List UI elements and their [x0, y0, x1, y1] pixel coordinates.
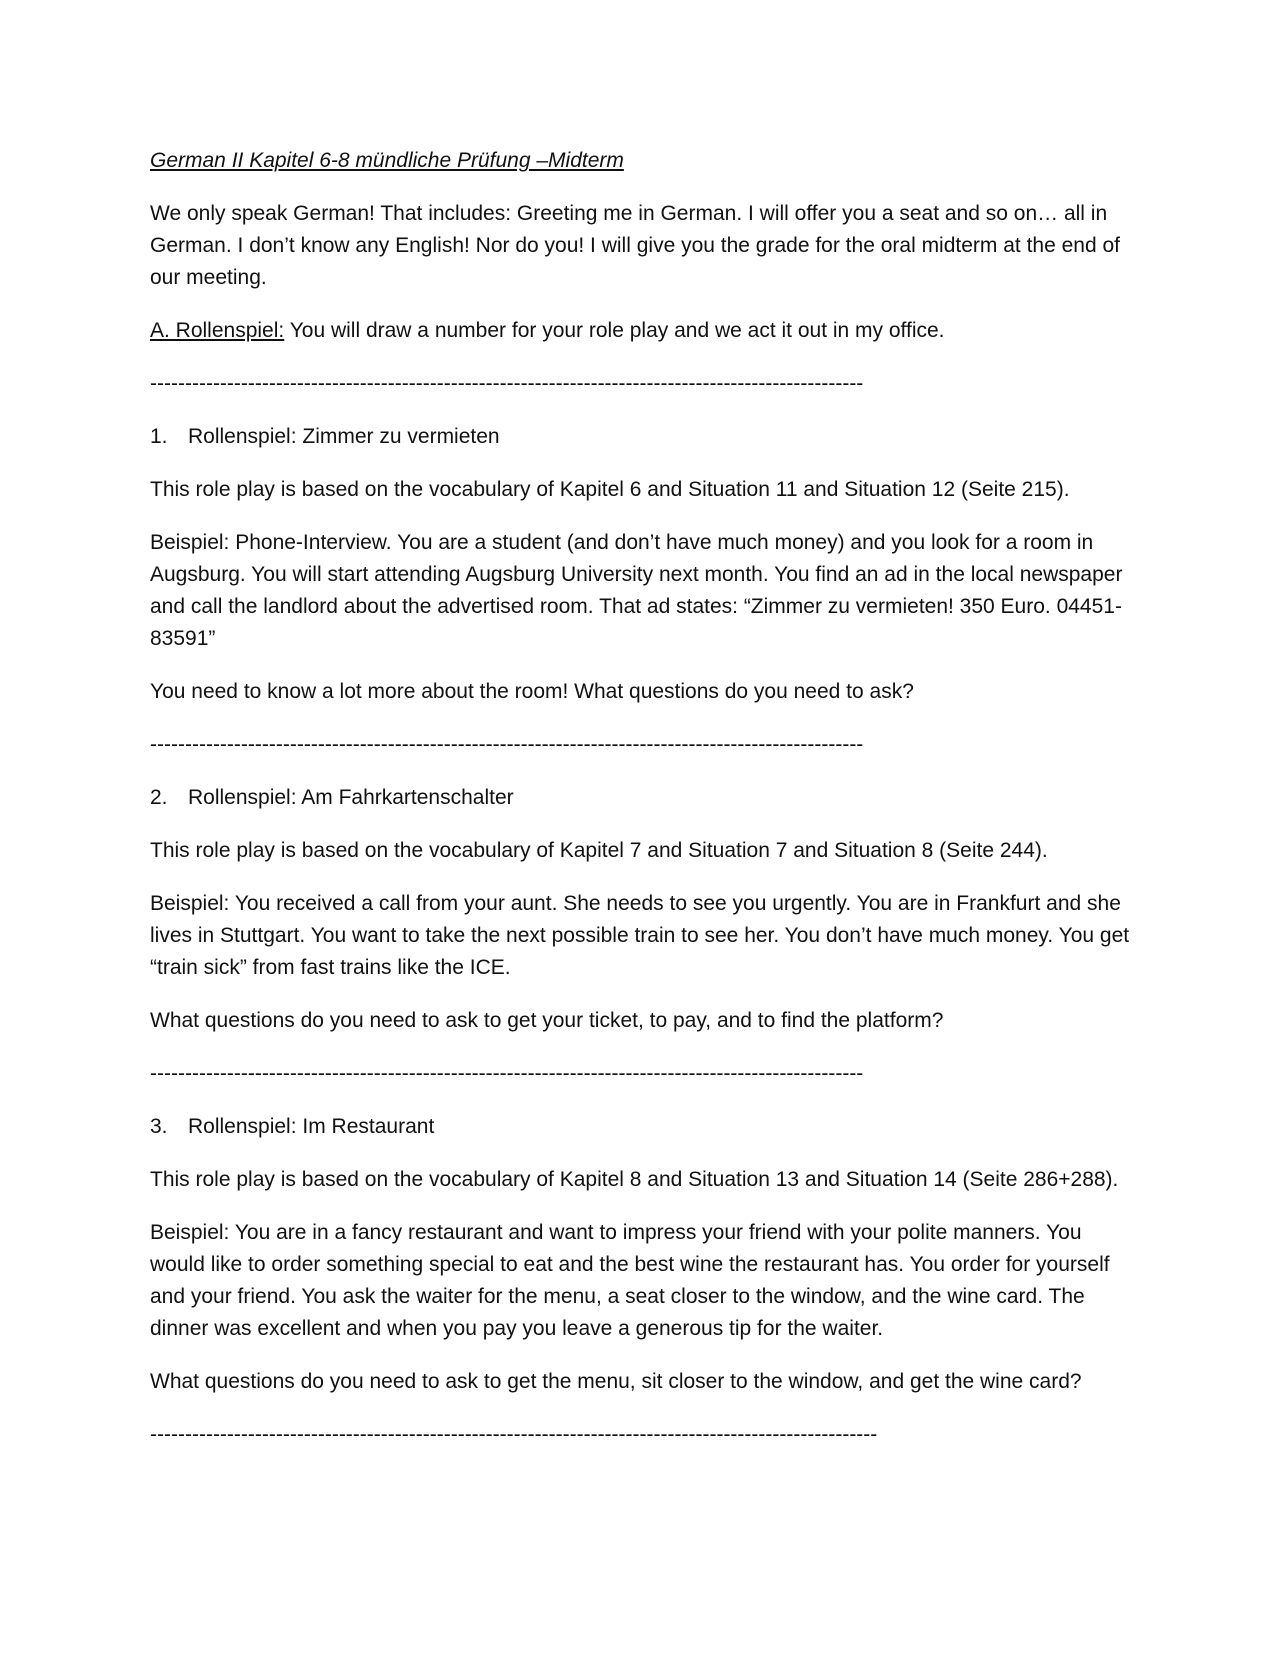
separator-line: ------------------------------------------------------------------------------------------------------	[150, 372, 864, 395]
roleplay-example: Beispiel: Phone-Interview. You are a student (and don’t have much money) and you look for a room in Augsburg. You will start attending Augsburg University next month. You find an ad in the local newspaper and call the landlord about the advertised room. That ad states: “Zimmer zu vermieten! 350 Euro. 04451-83591”	[150, 531, 1123, 650]
section-a-text: You will draw a number for your role play and we act it out in my office.	[284, 319, 945, 342]
intro-paragraph: We only speak German! That includes: Greeting me in German. I will offer you a seat and so on… all in German. I don’t know any English! Nor do you! I will give you the grade for the oral midterm at the end of our meeting.	[150, 202, 1120, 289]
roleplay-heading	[150, 1111, 1140, 1143]
roleplay-heading	[150, 421, 1140, 453]
roleplay-example: Beispiel: You are in a fancy restaurant and want to impress your friend with your polite manners. You would like to order something special to eat and the best wine the restaurant has. You order for yourself and your friend. You ask the waiter for the menu, a seat closer to the window, and the wine card. The dinner was excellent and when you pay you leave a generous tip for the waiter.	[150, 1221, 1110, 1340]
roleplay-basis: This role play is based on the vocabulary of Kapitel 7 and Situation 7 and Situation 8 (Seite 244).	[150, 839, 1048, 862]
roleplay-basis: This role play is based on the vocabulary of Kapitel 8 and Situation 13 and Situation 14 (Seite 286+288).	[150, 1168, 1119, 1191]
document-page	[150, 145, 1140, 1472]
roleplay-title: Rollenspiel: Zimmer zu vermieten	[188, 425, 500, 448]
roleplay-example: Beispiel: You received a call from your aunt. She needs to see you urgently. You are in Frankfurt and she lives in Stuttgart. You want to take the next possible train to see her. You don’t have much money. You get “train sick” from fast trains like the ICE.	[150, 892, 1130, 979]
roleplay-number: 1.	[150, 425, 168, 448]
separator-line: ------------------------------------------------------------------------------------------------------	[150, 1062, 864, 1085]
roleplay-title: Rollenspiel: Im Restaurant	[188, 1115, 435, 1138]
roleplay-basis: This role play is based on the vocabulary of Kapitel 6 and Situation 11 and Situation 12 (Seite 215).	[150, 478, 1070, 501]
roleplay-title: Rollenspiel: Am Fahrkartenschalter	[188, 786, 514, 809]
separator-line-final: --------------------------------------------------------------------------------------------------------	[150, 1423, 878, 1446]
section-a-paragraph	[150, 315, 1140, 347]
roleplay-heading	[150, 782, 1140, 814]
roleplay-question: You need to know a lot more about the room! What questions do you need to ask?	[150, 680, 914, 703]
roleplay-number: 3.	[150, 1115, 168, 1138]
roleplay-question: What questions do you need to ask to get the menu, sit closer to the window, and get the wine card?	[150, 1370, 1082, 1393]
roleplay-number: 2.	[150, 786, 168, 809]
section-a-label: A. Rollenspiel:	[150, 319, 285, 342]
separator-line: ------------------------------------------------------------------------------------------------------	[150, 733, 864, 756]
document-title: German II Kapitel 6-8 mündliche Prüfung –Midterm	[150, 149, 624, 172]
roleplay-question: What questions do you need to ask to get your ticket, to pay, and to find the platform?	[150, 1009, 944, 1032]
